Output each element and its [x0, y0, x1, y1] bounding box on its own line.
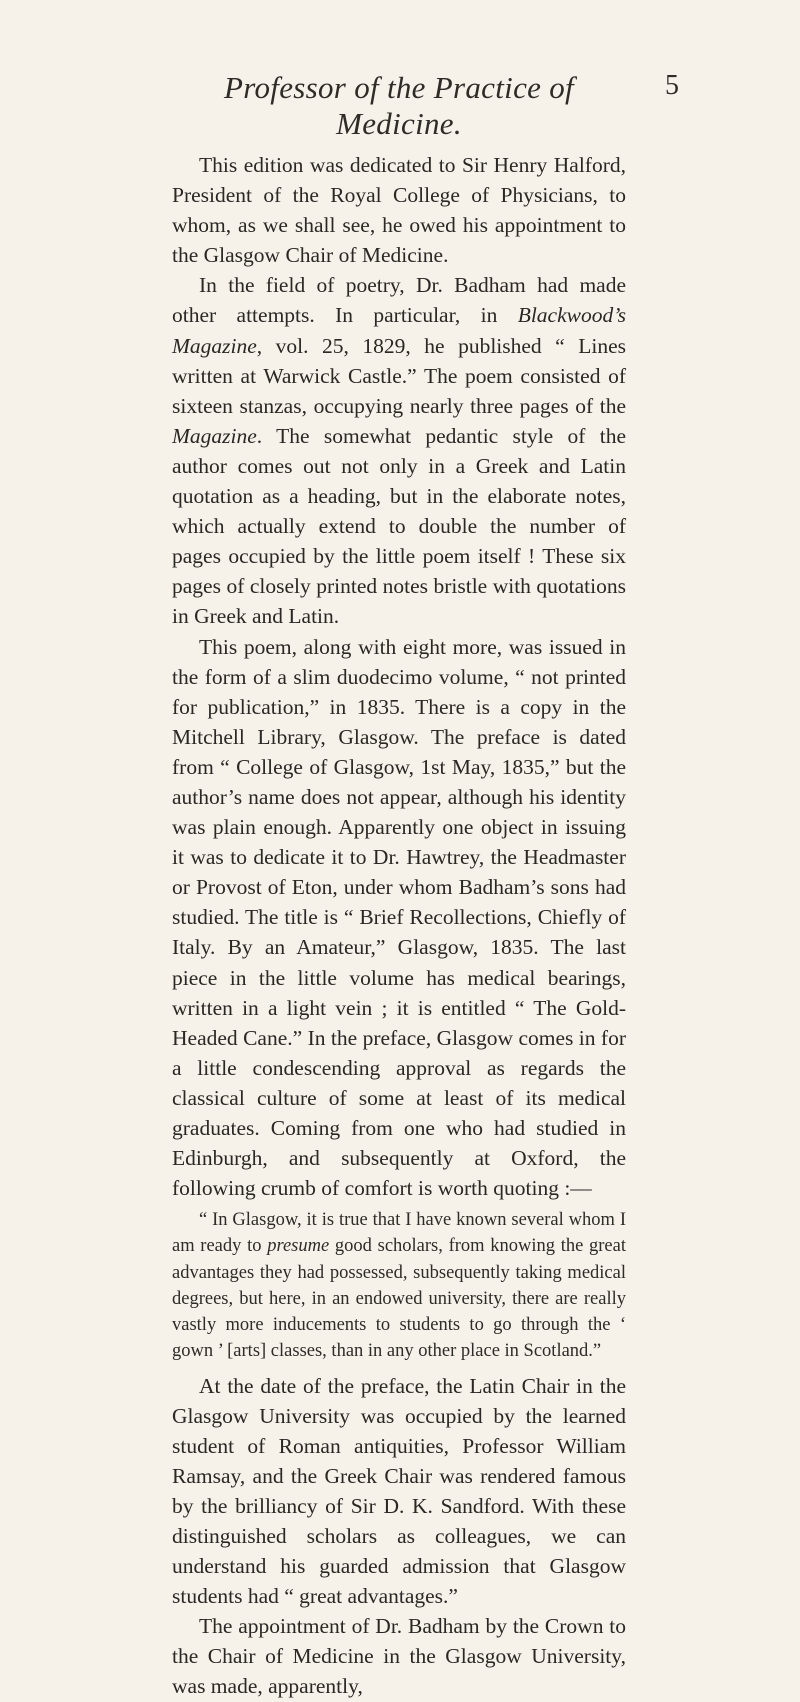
page-body: [172, 150, 626, 1702]
running-title: Professor of the Practice of Medicine.: [224, 70, 574, 141]
paragraph-appointment: The appointment of Dr. Badham by the Crown to the Chair of Medicine in the Glasgow University, was made, apparently,: [172, 1614, 626, 1699]
paragraph-chairs: At the date of the preface, the Latin Chair in the Glasgow University was occupied by the learned student of Roman antiquities, Professor William Ramsay, and the Greek Chair was rendered famous by the brilliancy of Sir D. K. Sandford. With these distinguished scholars as colleagues, we can understand his guarded admission that Glasgow students had “ great advantages.”: [172, 1373, 626, 1609]
paragraph-poetry: In the field of poetry, Dr. Badham had made other attempts. In particular, in Blackwood’s Magazine, vol. 25, 1829, he published “ Lines written at Warwick Castle.” The poem consisted of sixteen stanzas, occupying nearly three pages of the Magazine. The somewhat pedantic style of the author comes out not only in a Greek and Latin quotation as a heading, but in the elaborate notes, which actually extend to double the number of pages occupied by the little poem itself ! These six pages of closely printed notes bristle with quotations in Greek and Latin.: [172, 273, 626, 629]
page-number: 5: [665, 70, 679, 101]
paragraph-volume: This poem, along with eight more, was issued in the form of a slim duodecimo volume, “ not printed for publication,” in 1835. There is a copy in the Mitchell Library, Glasgow. The preface is dated from “ College of Glasgow, 1st May, 1835,” but the author’s name does not appear, although his identity was plain enough. Apparently one object in issuing it was to dedicate it to Dr. Hawtrey, the Headmaster or Provost of Eton, under whom Badham’s sons had studied. The title is “ Brief Recollections, Chiefly of Italy. By an Amateur,” Glasgow, 1835. The last piece in the little volume has medical bearings, written in a light vein ; it is entitled “ The Gold-Headed Cane.” In the preface, Glasgow comes in for a little condescending approval as regards the classical culture of some at least of its medical graduates. Coming from one who had studied in Edinburgh, and subsequently at Oxford, the following crumb of comfort is worth quoting :—: [172, 634, 626, 1201]
magazine-title: Blackwood’s Magazine: [172, 303, 626, 358]
block-quotation: “ In Glasgow, it is true that I have known several whom I am ready to presume good scholars, from knowing the great advantages they had possessed, subsequently taking medical degrees, but here, in an endowed university, there are really vastly more inducements to students to go through the ‘ gown ’ [arts] classes, than in any other place in Scotland.”: [172, 1210, 626, 1362]
paragraph-dedication: This edition was dedicated to Sir Henry Halford, President of the Royal College of Physicians, to whom, as we shall see, he owed his appointment to the Glasgow Chair of Medicine.: [172, 153, 626, 268]
emphasized-word: presume: [267, 1236, 330, 1257]
magazine-title-short: Magazine: [172, 423, 257, 448]
page-header: [172, 70, 679, 141]
